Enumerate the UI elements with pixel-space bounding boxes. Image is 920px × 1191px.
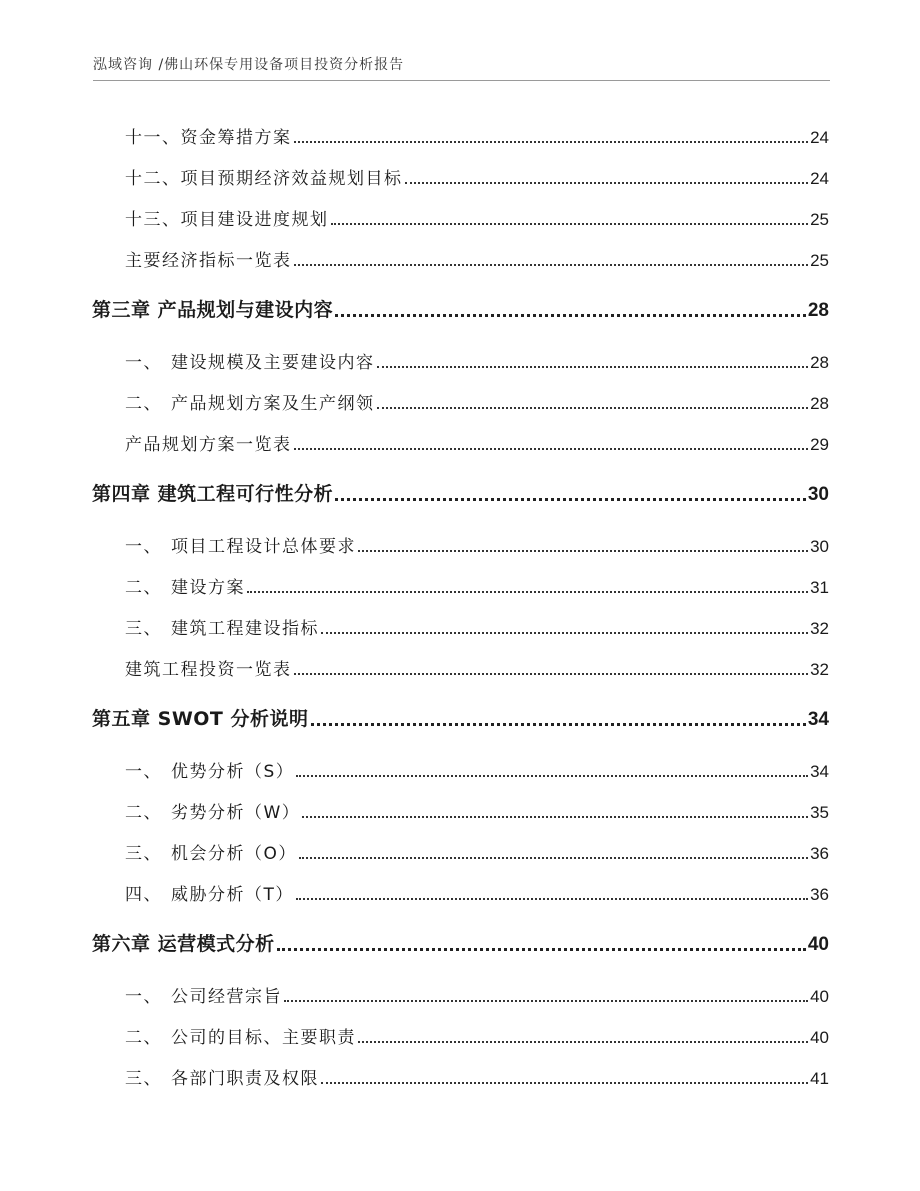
toc-entry-title: 建设方案 bbox=[171, 578, 245, 598]
toc-dot-leader bbox=[277, 948, 806, 951]
toc-page-number: 24 bbox=[810, 169, 829, 188]
toc-section-entry[interactable] bbox=[125, 756, 829, 782]
toc-entry-number: 一、 bbox=[125, 987, 162, 1007]
toc-section-entry[interactable] bbox=[125, 245, 829, 271]
toc-entry-title: 产品规划与建设内容 bbox=[157, 299, 334, 321]
toc-section-entry[interactable] bbox=[125, 981, 829, 1007]
toc-dot-leader bbox=[358, 550, 808, 552]
toc-entry-title: 项目建设进度规划 bbox=[180, 210, 329, 230]
toc-entry-number: 四、 bbox=[125, 885, 162, 905]
toc-dot-leader bbox=[321, 632, 808, 634]
toc-page-number: 32 bbox=[810, 660, 829, 679]
toc-section-entry[interactable] bbox=[125, 204, 829, 230]
toc-dot-leader bbox=[294, 673, 809, 675]
toc-entry-title: 公司经营宗旨 bbox=[171, 987, 282, 1007]
toc-entry-number: 十二、 bbox=[125, 169, 181, 189]
toc-entry-title: 项目预期经济效益规划目标 bbox=[180, 169, 403, 189]
toc-entry-number: 二、 bbox=[125, 803, 162, 823]
toc-page-number: 35 bbox=[810, 803, 829, 822]
toc-page-number: 28 bbox=[807, 300, 829, 321]
toc-entry-number: 十三、 bbox=[125, 210, 181, 230]
toc-section-entry[interactable] bbox=[125, 163, 829, 189]
toc-entry-title: 威胁分析（T） bbox=[171, 885, 294, 905]
toc-dot-leader bbox=[377, 366, 809, 368]
toc-entry-title: SWOT 分析说明 bbox=[157, 708, 309, 730]
toc-page-number: 40 bbox=[810, 987, 829, 1006]
toc-dot-leader bbox=[296, 898, 808, 900]
toc-section-entry[interactable] bbox=[125, 429, 829, 455]
toc-dot-leader bbox=[247, 591, 808, 593]
toc-dot-leader bbox=[294, 141, 809, 143]
toc-page-number: 36 bbox=[810, 844, 829, 863]
toc-dot-leader bbox=[302, 816, 808, 818]
toc-entry-title: 主要经济指标一览表 bbox=[125, 251, 292, 271]
toc-section-entry[interactable] bbox=[125, 347, 829, 373]
toc-entry-number: 第四章 bbox=[92, 483, 151, 505]
toc-entry-title: 建筑工程可行性分析 bbox=[157, 483, 334, 505]
toc-page-number: 24 bbox=[810, 128, 829, 147]
toc-page-number: 30 bbox=[807, 484, 829, 505]
page-header: 泓域咨询 /佛山环保专用设备项目投资分析报告 bbox=[93, 57, 405, 73]
toc-entry-title: 公司的目标、主要职责 bbox=[171, 1028, 356, 1048]
header-rule bbox=[93, 80, 830, 81]
toc-chapter-entry[interactable] bbox=[92, 705, 829, 731]
toc-section-entry[interactable] bbox=[125, 122, 829, 148]
toc-entry-title: 运营模式分析 bbox=[157, 933, 275, 955]
toc-page-number: 28 bbox=[810, 353, 829, 372]
toc-page-number: 30 bbox=[810, 537, 829, 556]
toc-entry-number: 二、 bbox=[125, 1028, 162, 1048]
toc-section-entry[interactable] bbox=[125, 572, 829, 598]
toc-entry-number: 一、 bbox=[125, 353, 162, 373]
toc-section-entry[interactable] bbox=[125, 1022, 829, 1048]
toc-dot-leader bbox=[294, 448, 809, 450]
toc-chapter-entry[interactable] bbox=[92, 296, 829, 322]
toc-section-entry[interactable] bbox=[125, 613, 829, 639]
toc-entry-title: 优势分析（S） bbox=[171, 762, 295, 782]
toc-page-number: 25 bbox=[810, 251, 829, 270]
toc-entry-number: 第三章 bbox=[92, 299, 151, 321]
toc-entry-title: 各部门职责及权限 bbox=[171, 1069, 319, 1089]
toc-page-number: 40 bbox=[810, 1028, 829, 1047]
toc-section-entry[interactable] bbox=[125, 797, 829, 823]
toc-page-number: 40 bbox=[807, 934, 829, 955]
toc-entry-number: 二、 bbox=[125, 578, 162, 598]
toc-section-entry[interactable] bbox=[125, 879, 829, 905]
toc-entry-number: 一、 bbox=[125, 537, 162, 557]
toc-chapter-entry[interactable] bbox=[92, 480, 829, 506]
toc-page-number: 25 bbox=[810, 210, 829, 229]
toc-dot-leader bbox=[331, 223, 809, 225]
toc-chapter-entry[interactable] bbox=[92, 930, 829, 956]
toc-page-number: 41 bbox=[810, 1069, 829, 1088]
toc-entry-number: 三、 bbox=[125, 844, 162, 864]
toc-page-number: 34 bbox=[810, 762, 829, 781]
toc-entry-title: 产品规划方案及生产纲领 bbox=[171, 394, 375, 414]
toc-section-entry[interactable] bbox=[125, 654, 829, 680]
toc-dot-leader bbox=[294, 264, 809, 266]
toc-section-entry[interactable] bbox=[125, 1063, 829, 1089]
toc-entry-number: 第五章 bbox=[92, 708, 151, 730]
toc-entry-title: 建筑工程投资一览表 bbox=[125, 660, 292, 680]
toc-dot-leader bbox=[335, 314, 806, 317]
toc-entry-number: 一、 bbox=[125, 762, 162, 782]
toc-dot-leader bbox=[358, 1041, 808, 1043]
toc-dot-leader bbox=[296, 775, 808, 777]
toc-entry-number: 三、 bbox=[125, 619, 162, 639]
toc-entry-title: 资金筹措方案 bbox=[180, 128, 292, 148]
toc-entry-number: 第六章 bbox=[92, 933, 151, 955]
toc-page-number: 34 bbox=[807, 709, 829, 730]
toc-dot-leader bbox=[321, 1082, 808, 1084]
toc-section-entry[interactable] bbox=[125, 838, 829, 864]
toc-entry-title: 劣势分析（W） bbox=[171, 803, 301, 823]
toc-entry-number: 二、 bbox=[125, 394, 162, 414]
toc-entry-number: 十一、 bbox=[125, 128, 181, 148]
toc-dot-leader bbox=[335, 498, 806, 501]
toc-entry-number: 三、 bbox=[125, 1069, 162, 1089]
toc-section-entry[interactable] bbox=[125, 531, 829, 557]
toc-page-number: 28 bbox=[810, 394, 829, 413]
toc-entry-title: 建设规模及主要建设内容 bbox=[171, 353, 375, 373]
toc-entry-title: 产品规划方案一览表 bbox=[125, 435, 292, 455]
toc-page-number: 29 bbox=[810, 435, 829, 454]
toc-section-entry[interactable] bbox=[125, 388, 829, 414]
toc-dot-leader bbox=[284, 1000, 808, 1002]
toc-page-number: 31 bbox=[810, 578, 829, 597]
toc-dot-leader bbox=[405, 182, 809, 184]
toc-dot-leader bbox=[311, 723, 806, 726]
toc-dot-leader bbox=[299, 857, 808, 859]
toc-entry-title: 机会分析（O） bbox=[171, 844, 297, 864]
toc-entry-title: 项目工程设计总体要求 bbox=[171, 537, 356, 557]
toc-dot-leader bbox=[377, 407, 809, 409]
toc-entry-title: 建筑工程建设指标 bbox=[171, 619, 319, 639]
toc-page-number: 32 bbox=[810, 619, 829, 638]
toc-page-number: 36 bbox=[810, 885, 829, 904]
